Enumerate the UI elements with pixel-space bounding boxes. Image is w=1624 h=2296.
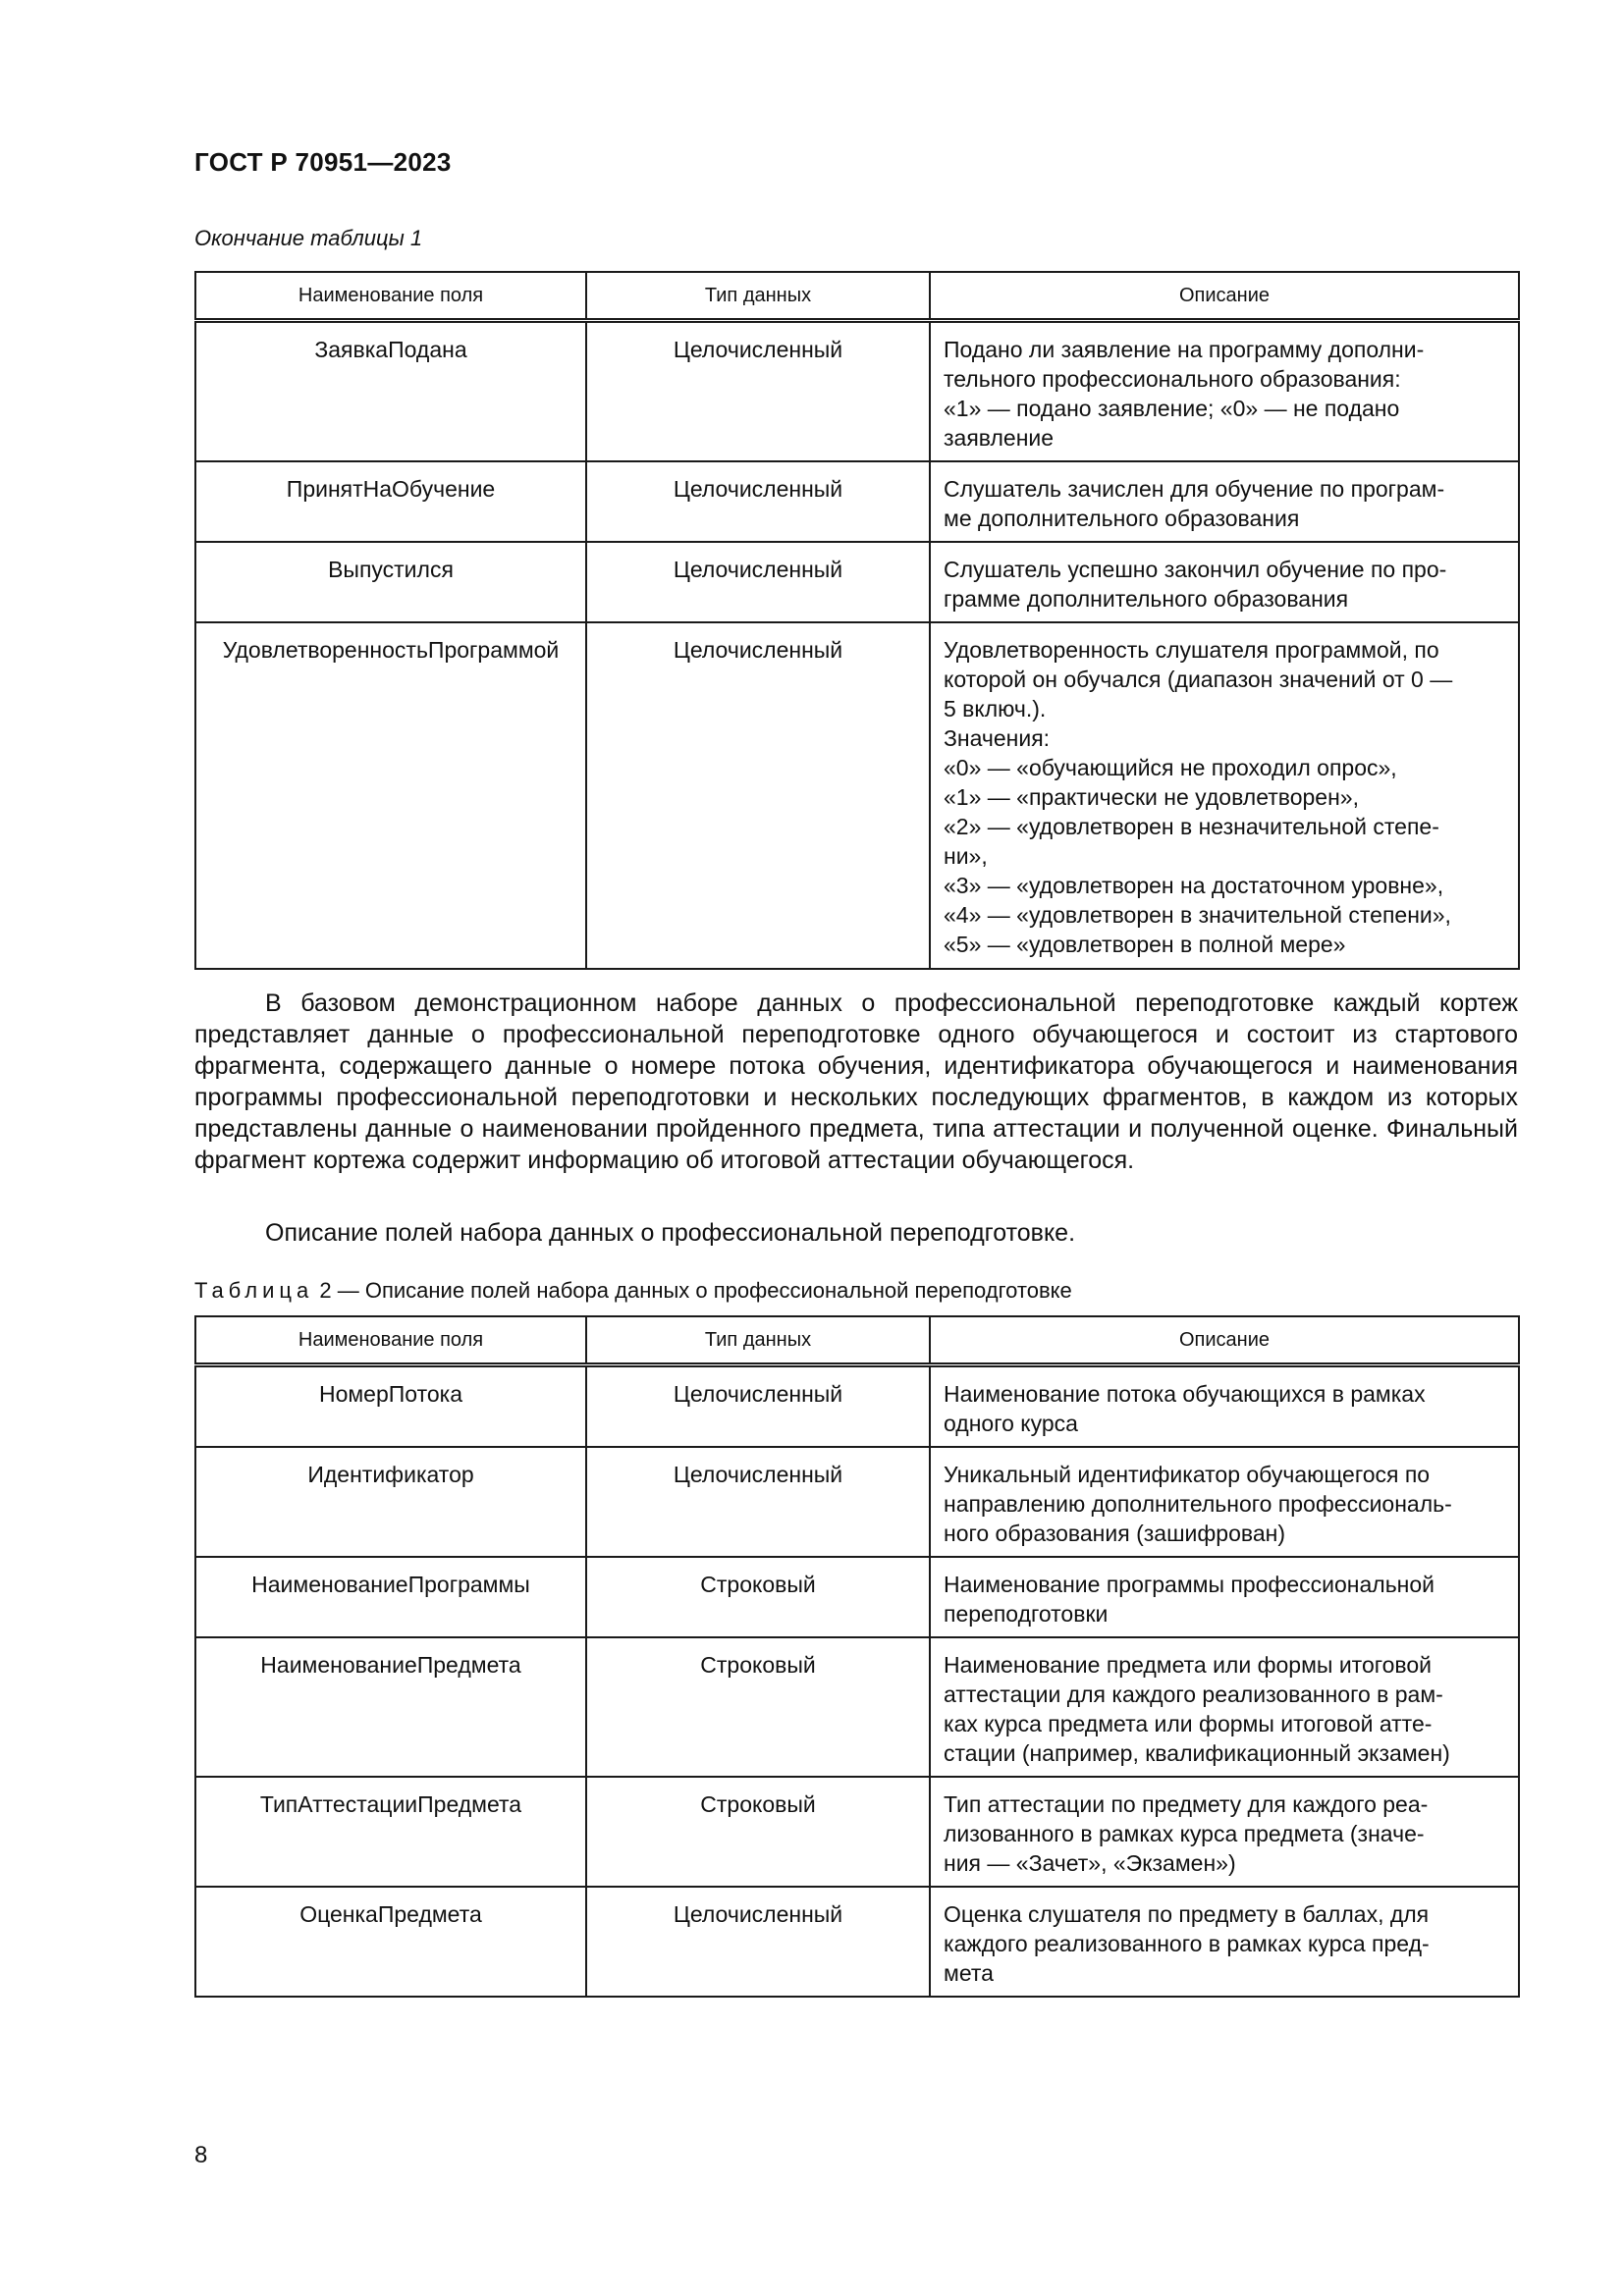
- table-row: [195, 1777, 1519, 1887]
- table-2: [194, 1315, 1520, 1998]
- table-row: [195, 622, 1519, 969]
- table-row: [195, 542, 1519, 622]
- page-number: 8: [194, 2142, 208, 2168]
- field-name-cell: ЗаявкаПодана: [195, 321, 586, 462]
- data-type-cell: Целочисленный: [586, 1365, 930, 1448]
- column-header-data-type: Тип данных: [586, 1316, 930, 1365]
- description-cell: Тип аттестации по предмету для каждого реа- лизованного в рамках курса предмета (значе- ния — «Зачет», «Экзамен»): [930, 1777, 1519, 1887]
- field-name-cell: НомерПотока: [195, 1365, 586, 1448]
- description-cell: Оценка слушателя по предмету в баллах, для каждого реализованного в рамках курса пред- мета: [930, 1887, 1519, 1997]
- data-type-cell: Целочисленный: [586, 622, 930, 969]
- field-name-cell: НаименованиеПрограммы: [195, 1557, 586, 1637]
- description-cell: Слушатель успешно закончил обучение по про- грамме дополнительного образования: [930, 542, 1519, 622]
- field-name-cell: Идентификатор: [195, 1447, 586, 1557]
- column-header-description: Описание: [930, 1316, 1519, 1365]
- table-2-caption-text: 2 — Описание полей набора данных о профессиональной переподготовке: [313, 1278, 1072, 1303]
- table-row: [195, 1557, 1519, 1637]
- table-2-caption-label: Таблица: [194, 1278, 314, 1303]
- table-2-header-row: [195, 1316, 1519, 1365]
- field-name-cell: ТипАттестацииПредмета: [195, 1777, 586, 1887]
- column-header-field-name: Наименование поля: [195, 1316, 586, 1365]
- description-cell: Наименование предмета или формы итоговой аттестации для каждого реализованного в рам- ках курса предмета или формы итоговой атте- стации (например, квалификационный экзамен): [930, 1637, 1519, 1777]
- table-row: [195, 461, 1519, 542]
- field-name-cell: УдовлетворенностьПрограммой: [195, 622, 586, 969]
- description-cell: Подано ли заявление на программу дополни- тельного профессионального образования: «1» — подано заявление; «0» — не подано заявление: [930, 321, 1519, 462]
- field-name-cell: ОценкаПредмета: [195, 1887, 586, 1997]
- data-type-cell: Строковый: [586, 1637, 930, 1777]
- data-type-cell: Целочисленный: [586, 1447, 930, 1557]
- table-row: [195, 1887, 1519, 1997]
- data-type-cell: Строковый: [586, 1777, 930, 1887]
- field-name-cell: НаименованиеПредмета: [195, 1637, 586, 1777]
- data-type-cell: Целочисленный: [586, 321, 930, 462]
- field-name-cell: Выпустился: [195, 542, 586, 622]
- data-type-cell: Целочисленный: [586, 1887, 930, 1997]
- table-2-caption: [194, 1278, 1072, 1304]
- data-type-cell: Целочисленный: [586, 542, 930, 622]
- table-row: [195, 1447, 1519, 1557]
- description-cell: Наименование потока обучающихся в рамках одного курса: [930, 1365, 1519, 1448]
- description-cell: Слушатель зачислен для обучение по програм- ме дополнительного образования: [930, 461, 1519, 542]
- column-header-field-name: Наименование поля: [195, 272, 586, 321]
- table-1: [194, 271, 1520, 970]
- table-row: [195, 1637, 1519, 1777]
- description-cell: Удовлетворенность слушателя программой, по которой он обучался (диапазон значений от 0 — 5 включ.). Значения: «0» — «обучающийся не проходил опрос», «1» — «практически не удовлетворен», «2» — «удовлетворен в незначительной степе- ни», «3» — «удовлетворен на достаточном уровне», «4» — «удовлетворен в значительной степени», «5» — «удовлетворен в полной мере»: [930, 622, 1519, 969]
- data-type-cell: Строковый: [586, 1557, 930, 1637]
- field-name-cell: ПринятНаОбучение: [195, 461, 586, 542]
- description-cell: Наименование программы профессиональной переподготовки: [930, 1557, 1519, 1637]
- table-1-header-row: [195, 272, 1519, 321]
- standard-title: ГОСТ Р 70951—2023: [194, 147, 452, 177]
- description-cell: Уникальный идентификатор обучающегося по направлению дополнительного профессиональ- ного образования (зашифрован): [930, 1447, 1519, 1557]
- data-type-cell: Целочисленный: [586, 461, 930, 542]
- table-row: [195, 1365, 1519, 1448]
- column-header-description: Описание: [930, 272, 1519, 321]
- body-paragraph-2: Описание полей набора данных о профессиональной переподготовке.: [265, 1219, 1076, 1247]
- body-paragraph-1: В базовом демонстрационном наборе данных о профессиональной переподготовке каждый кортеж представляет данные о профессиональной переподготовке одного обучающегося и состоит из стартового фрагмента, содержащего данные о номере потока обучения, идентификатора обучающегося и наименования программы профессиональной переподготовки и нескольких последующих фрагментов, в каждом из которых представлены данные о наименовании пройденного предмета, типа аттестации и полученной оценке. Финальный фрагмент кортежа содержит информацию об итоговой аттестации обучающегося.: [194, 989, 1518, 1174]
- column-header-data-type: Тип данных: [586, 272, 930, 321]
- table-1-caption: Окончание таблицы 1: [194, 226, 423, 250]
- table-row: [195, 321, 1519, 462]
